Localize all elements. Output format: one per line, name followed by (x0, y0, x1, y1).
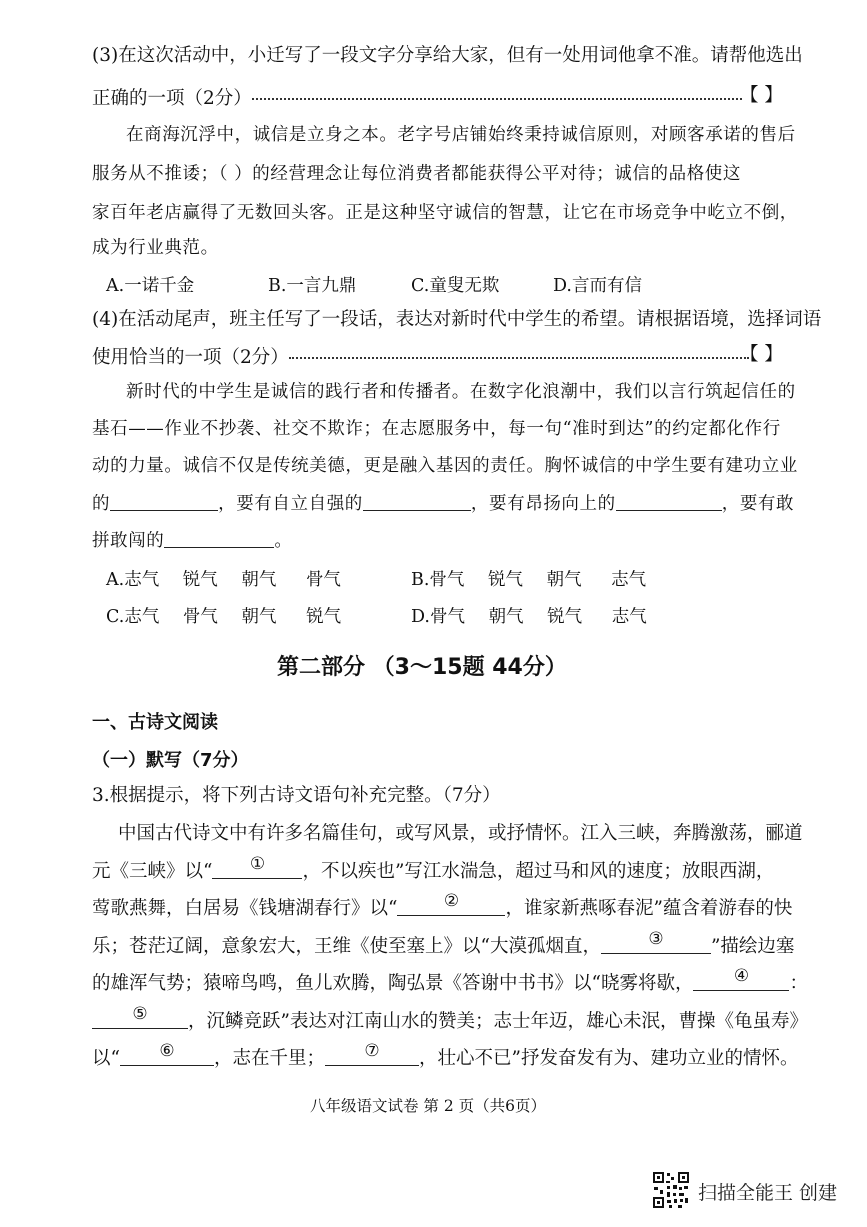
q3-stem: 3.根据提示，将下列古诗文语句补充完整。（7分） (92, 785, 501, 806)
fill-text: ，要有自立自强的 (218, 494, 363, 514)
q3-text: ，壮心不已”抒发奋发有为、建功立业的情怀。 (418, 1048, 799, 1069)
fill-text: 拼敢闯的 (92, 531, 165, 551)
q3-prompt-line2 (92, 84, 742, 111)
option-word: 朝气 (241, 570, 277, 590)
blank-3[interactable] (601, 929, 711, 954)
fill-blank-4[interactable] (164, 529, 274, 548)
part2-title: 第二部分 （3～15题 44分） (277, 655, 567, 680)
option-word: 志气 (611, 570, 647, 590)
blank-1[interactable] (212, 854, 302, 879)
q4-answer-bracket: 【 】 (740, 344, 783, 365)
blank-7[interactable] (325, 1041, 419, 1066)
q4-fill-line1 (92, 492, 794, 516)
q3-option-d[interactable]: D.言而有信 (553, 276, 642, 296)
q3-text: 乐；苍茫辽阔，意象宏大，王维《使至塞上》以“大漠孤烟直， (92, 936, 601, 957)
q3-option-a[interactable]: A.一诺千金 (106, 276, 195, 296)
q3-text-line1: 中国古代诗文中有许多名篇佳句，或写风景，或抒情怀。江入三峡，奔腾激荡，郦道 (118, 823, 803, 844)
subsection-heading: （一）默写（7分） (92, 750, 249, 771)
q3-text: 莺歌燕舞，白居易《钱塘湖春行》以“ (92, 898, 398, 919)
fill-text: 的 (92, 494, 111, 514)
q3-text-line7 (92, 1041, 799, 1071)
blank-5[interactable] (92, 1004, 188, 1029)
blank-number: ④ (733, 966, 750, 986)
q3-text: ”描绘边塞 (710, 936, 795, 957)
blank-6[interactable] (120, 1041, 214, 1066)
q3-passage-line1: 在商海沉浮中，诚信是立身之本。老字号店铺始终秉持诚信原则，对顾客承诺的售后 (126, 125, 796, 145)
option-word: 骨气 (305, 570, 341, 590)
scanner-watermark: 扫描全能王 创建 (698, 1182, 838, 1204)
q3-prompt-text: 正确的一项（2分） (92, 88, 252, 109)
option-word: 锐气 (306, 607, 342, 627)
option-word: 锐气 (488, 570, 524, 590)
blank-4[interactable] (693, 966, 789, 991)
q4-option-c[interactable] (106, 603, 341, 628)
leader-dots (252, 84, 742, 100)
fill-text: 。 (274, 531, 293, 551)
q3-text: ： (789, 973, 808, 994)
q3-passage-line2: 服务从不推诿；（ ）的经营理念让每位消费者都能获得公平对待；诚信的品格使这 (92, 164, 742, 184)
q3-text-line4 (92, 929, 795, 959)
fill-blank-3[interactable] (616, 492, 722, 511)
qr-code-icon (652, 1171, 690, 1209)
q3-text-line5 (92, 966, 808, 996)
q4-passage-line1: 新时代的中学生是诚信的践行者和传播者。在数字化浪潮中，我们以言行筑起信任的 (126, 382, 796, 402)
option-word: 骨气 (182, 607, 218, 627)
blank-number: ① (249, 854, 266, 874)
option-word: 锐气 (547, 607, 583, 627)
q4-option-a[interactable] (106, 566, 341, 591)
fill-blank-2[interactable] (363, 492, 471, 511)
q3-option-c[interactable]: C.童叟无欺 (411, 276, 500, 296)
q4-passage-line3: 动的力量。诚信不仅是传统美德，更是融入基因的责任。胸怀诚信的中学生要有建功立业 (92, 456, 798, 476)
q4-prompt-line1: (4)在活动尾声，班主任写了一段话，表达对新时代中学生的希望。请根据语境，选择词语 (92, 309, 822, 330)
blank-number: ③ (648, 929, 664, 949)
option-word: B.骨气 (411, 570, 465, 590)
q3-prompt-line1: (3)在这次活动中，小迁写了一段文字分享给大家，但有一处用词他拿不准。请帮他选出 (92, 45, 803, 66)
option-word: C.志气 (106, 607, 160, 627)
q4-fill-line2 (92, 529, 293, 553)
page-footer: 八年级语文试卷 第 2 页（共6页） (310, 1097, 547, 1115)
q4-option-d[interactable] (411, 603, 647, 628)
option-word: 锐气 (182, 570, 218, 590)
q3-passage-line4: 成为行业典范。 (92, 238, 219, 258)
fill-blank-1[interactable] (110, 492, 218, 511)
q3-text-line2 (92, 854, 775, 884)
q3-text: ，不以疾也”写江水湍急，超过马和风的速度；放眼西湖， (302, 861, 775, 882)
q4-prompt-text: 使用恰当的一项（2分） (92, 347, 289, 368)
option-word: 朝气 (546, 570, 582, 590)
blank-number: ⑥ (159, 1041, 175, 1061)
q3-text-line3 (92, 891, 793, 921)
option-word: 朝气 (488, 607, 524, 627)
blank-2[interactable] (397, 891, 505, 916)
option-word: A.志气 (106, 570, 160, 590)
q3-text: ，志在千里； (213, 1048, 325, 1069)
blank-number: ② (443, 891, 460, 911)
option-word: D.骨气 (411, 607, 465, 627)
q3-text: ，沉鳞竞跃”表达对江南山水的赞美；志士年迈，雄心未泯，曹操《龟虽寿》 (188, 1011, 808, 1032)
leader-dots (289, 343, 749, 359)
q3-answer-bracket: 【 】 (740, 85, 783, 106)
blank-number: ⑤ (132, 1004, 148, 1024)
section-heading: 一、古诗文阅读 (92, 712, 218, 733)
blank-number: ⑦ (364, 1041, 380, 1061)
q3-text: 的雄浑气势；猿啼鸟鸣，鱼儿欢腾，陶弘景《答谢中书书》以“晓雾将歇， (92, 973, 694, 994)
q3-text: ，谁家新燕啄春泥”蕴含着游春的快 (505, 898, 793, 919)
q3-text: 元《三峡》以“ (92, 861, 213, 882)
q3-text: 以“ (92, 1048, 120, 1069)
q4-prompt-line2 (92, 343, 749, 370)
option-word: 志气 (611, 607, 647, 627)
q3-text-line6 (92, 1004, 808, 1034)
q3-passage-line3: 家百年老店赢得了无数回头客。正是这种坚守诚信的智慧，让它在市场竞争中屹立不倒， (92, 203, 798, 223)
fill-text: ，要有昂扬向上的 (470, 494, 616, 514)
q4-option-b[interactable] (411, 566, 646, 591)
fill-text: ，要有敢 (721, 494, 795, 514)
q4-passage-line2: 基石——作业不抄袭、社交不欺诈；在志愿服务中，每一句“准时到达”的约定都化作行 (92, 419, 781, 439)
option-word: 朝气 (241, 607, 277, 627)
q3-option-b[interactable]: B.一言九鼎 (268, 276, 357, 296)
